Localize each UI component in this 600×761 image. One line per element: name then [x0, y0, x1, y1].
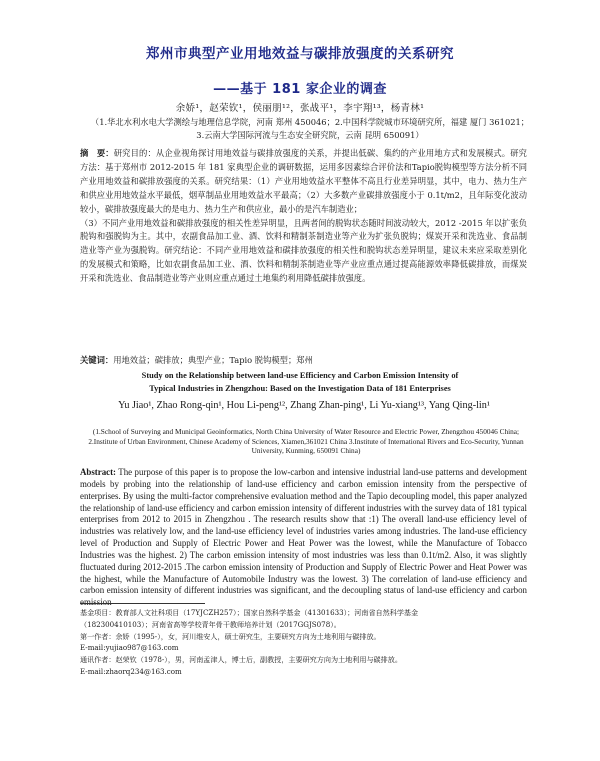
- footnote-first-author-email: E-mail:yujiao987@163.com: [80, 643, 179, 653]
- abstract-cn-paragraph-2: （3）不同产业用地效益和碳排放强度的相关性差异明显，且两者间的脱钩状态随时间波动较大，2012 -2015 年以扩张负脱钩和强脱钩为主。其中，农副食品加工业、酒、饮料和精制茶制造业等产业为扩张负脱钩；煤炭开采和洗选业、食品制造业等产业为强脱钩。研究结论：不同产业用地效益和碳排放强度的相关性和脱钩状态差异明显，建议未来应采取差别化的发展模式和策略，比如农副食品加工业、酒、饮料和精制茶制造业等产业应重点通过提高能源效率降低碳排放，而煤炭开采和洗选业、食品制造业等产业则应重点通过土地集约利用降低碳排放强度。: [80, 217, 527, 284]
- abstract-cn-text-1: 研究目的：从企业视角探讨用地效益与碳排放强度的关系，并提出低碳、集约的产业用地方式和发展模式。研究方法：基于郑州市 2012-2015 年 181 家典型企业的调研数据，运用多因素综合评价法和Tapio脱钩模型等方法分析不同产业用地效益和碳排放强度的关系。研究结果：（1）产业用地效益水平整体不高且行业差异明显，其中，电力、热力生产和供应业用地效益水平最低，烟草制品业用地效益水平最高；（2）大多数产业碳排放强度小于 0.1t/m2，且年际变化波动较小，碳排放强度最大的是电力、热力生产和供应业，最小的是汽车制造业；: [80, 148, 527, 214]
- abstract-cn-paragraph-1: [80, 147, 527, 217]
- footnote-funding-1: 基金项目：教育部人文社科项目（17YJCZH257）；国家自然科学基金（41301633）；河南省自然科学基金: [80, 608, 419, 617]
- footnote-rule: [80, 603, 205, 604]
- keywords-cn-label: 关键词：: [80, 355, 114, 365]
- footnote-funding-2: （182300410103）；河南省高等学校青年骨干教师培养计划（2017GGJS078）。: [80, 619, 341, 629]
- title-en-line2: Typical Industries in Zhengzhou: Based on the Investigation Data of 181 Enterprises: [149, 384, 451, 393]
- footnote-corresponding-author: 通讯作者：赵荣钦（1978-），男，河南孟津人，博士后，副教授，主要研究方向为土地利用与碳排放。: [80, 655, 402, 665]
- footnote-corresponding-email: E-mail:zhaorq234@163.com: [80, 666, 182, 676]
- subtitle-cn: ——基于 181 家企业的调查: [213, 82, 387, 97]
- abstract-cn-label: 摘 要：: [80, 148, 114, 158]
- title-cn: 郑州市典型产业用地效益与碳排放强度的关系研究: [146, 46, 454, 62]
- affiliations-cn: （1.华北水利水电大学测绘与地理信息学院，河南 郑州 450046；2.中国科学院城市环境研究所，福建 厦门 361021；3.云南大学国际河流与生态安全研究院，云南 昆明 650091）: [90, 117, 530, 140]
- affiliations-en: (1.School of Surveying and Municipal Geoinformatics, North China University of Water Resource and Electric Power, Zhengzhou 450046 China; 2.Institute of Urban Environment, Chinese Academy of Sciences, Xiamen,361021 China 3.Institute of International Rivers and Eco-Security, Yunnan University, Kunming, 650091 China): [88, 427, 524, 456]
- authors-cn: 余娇¹，赵荣钦¹，侯丽朋¹²，张战平¹，李宇翔¹³，杨青林¹: [175, 103, 425, 114]
- footnotes: [80, 607, 527, 678]
- abstract-cn: [80, 147, 527, 286]
- abstract-en-label: Abstract:: [80, 467, 116, 477]
- title-en-line1: Study on the Relationship between land-use Efficiency and Carbon Emission Intensity of: [141, 371, 459, 380]
- authors-en: Yu Jiao¹, Zhao Rong-qin¹, Hou Li-peng¹², Zhang Zhan-ping¹, Li Yu-xiang¹³, Yang Qing-lin¹: [118, 400, 490, 411]
- abstract-en-text: The purpose of this paper is to propose the low-carbon and intensive industrial land-use patterns and development models by probing into the relationship of land-use efficiency and carbon emission intensity from the perspective of enterprises. By using the multi-factor comprehensive evaluation method and the Tapio decoupling model, this paper analyzed the relationship of land-use efficiency and carbon emission intensity of different industries with the survey data of 181 typical enterprises from 2012 to 2015 in Zhengzhou . The research results show that :1) The overall land-use efficiency level of industries was relatively low, and the land-use efficiency level of industries varies among industries. The land-use efficiency level of Production and Supply of Electric Power and Heat Power was the lowest, while the Manufacture of Tobacco Industries was the highest. 2) The carbon emission intensity of most industries was less than 0.1t/m2. Also, it was slightly fluctuated during 2012-2015 .The carbon emission intensity of Production and Supply of Electric Power and Heat Power was the highest, while the Manufacture of Automobile Industry was the lowest. 3) The correlation of land-use efficiency and carbon emission intensity of different industries was significant, and the decoupling status of land-use efficiency and carbon emission: [80, 467, 527, 608]
- abstract-en: [80, 467, 527, 609]
- keywords-cn: [80, 354, 527, 366]
- footnote-first-author: 第一作者：余娇（1995-），女，河川维安人，硕士研究生，主要研究方向为土地利用与碳排放。: [80, 631, 381, 641]
- keywords-cn-text: 用地效益；碳排放；典型产业；Tapio 脱钩模型；郑州: [113, 355, 313, 365]
